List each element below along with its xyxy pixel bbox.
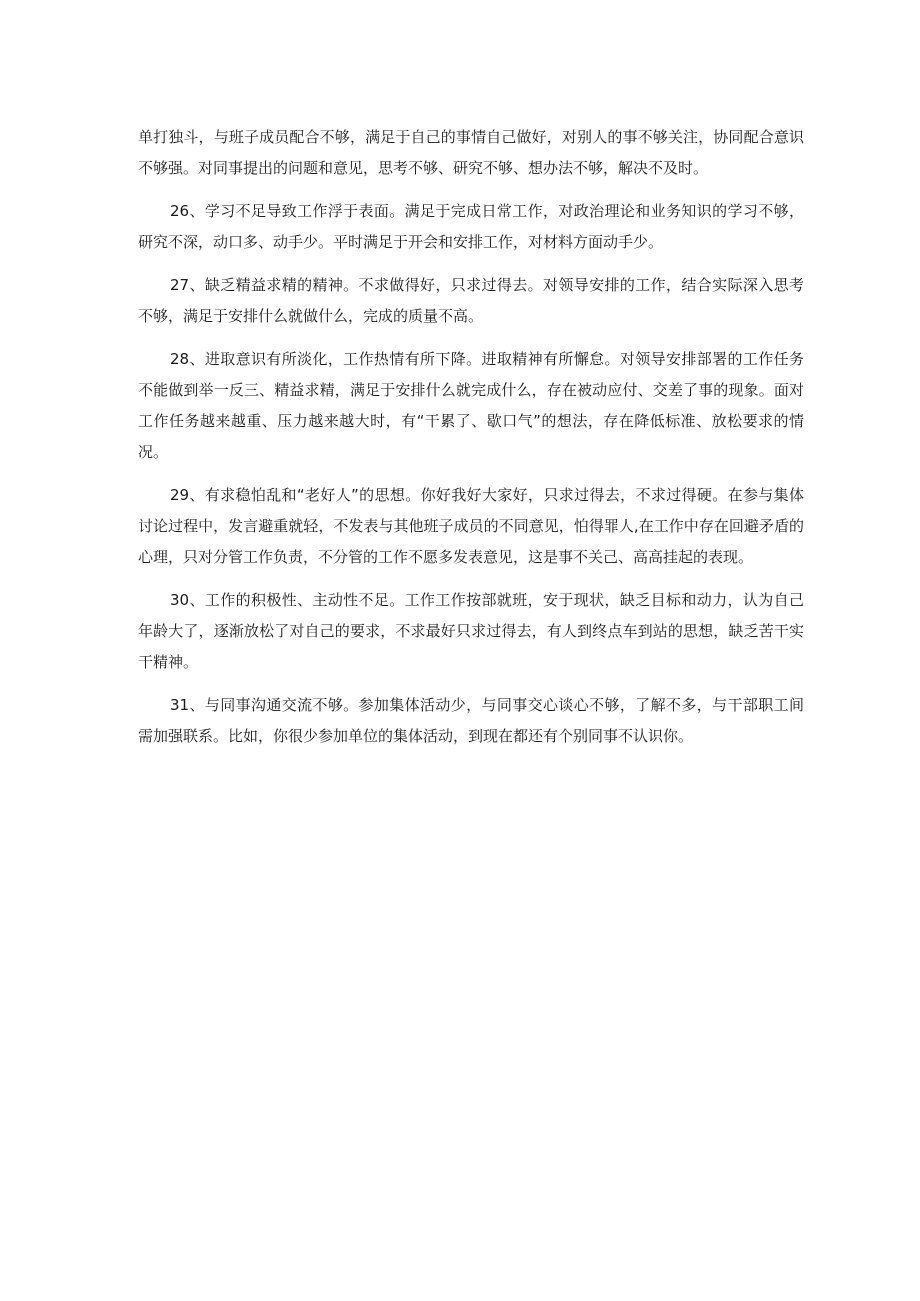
document-body (138, 122, 804, 764)
paragraph-item-27: 27、缺乏精益求精的精神。不求做得好，只求过得去。对领导安排的工作，结合实际深入思考不够，满足于安排什么就做什么，完成的质量不高。 (138, 276, 804, 325)
paragraph-item-31: 31、与同事沟通交流不够。参加集体活动少，与同事交心谈心不够，了解不多，与干部职工间需加强联系。比如，你很少参加单位的集体活动，到现在都还有个别同事不认识你。 (138, 696, 804, 745)
paragraph-item-30: 30、工作的积极性、主动性不足。工作工作按部就班，安于现状，缺乏目标和动力，认为自己年龄大了，逐渐放松了对自己的要求，不求最好只求过得去，有人到终点车到站的思想，缺乏苦干实干精神。 (138, 591, 804, 671)
paragraph-item-26: 26、学习不足导致工作浮于表面。满足于完成日常工作，对政治理论和业务知识的学习不够，研究不深，动口多、动手少。平时满足于开会和安排工作，对材料方面动手少。 (138, 202, 804, 251)
paragraph-item-28: 28、进取意识有所淡化，工作热情有所下降。进取精神有所懈怠。对领导安排部署的工作任务不能做到举一反三、精益求精，满足于安排什么就完成什么，存在被动应付、交差了事的现象。面对工作任务越来越重、压力越来越大时，有“干累了、歇口气”的想法，存在降低标准、放松要求的情况。 (138, 350, 804, 461)
paragraph-continuation: 单打独斗，与班子成员配合不够，满足于自己的事情自己做好，对别人的事不够关注，协同配合意识不够强。对同事提出的问题和意见，思考不够、研究不够、想办法不够，解决不及时。 (138, 128, 804, 177)
paragraph-item-29: 29、有求稳怕乱和“老好人”的思想。你好我好大家好，只求过得去，不求过得硬。在参与集体讨论过程中，发言避重就轻，不发表与其他班子成员的不同意见，怕得罪人,在工作中存在回避矛盾的心理，只对分管工作负责，不分管的工作不愿多发表意见，这是事不关己、高高挂起的表现。 (138, 486, 804, 566)
